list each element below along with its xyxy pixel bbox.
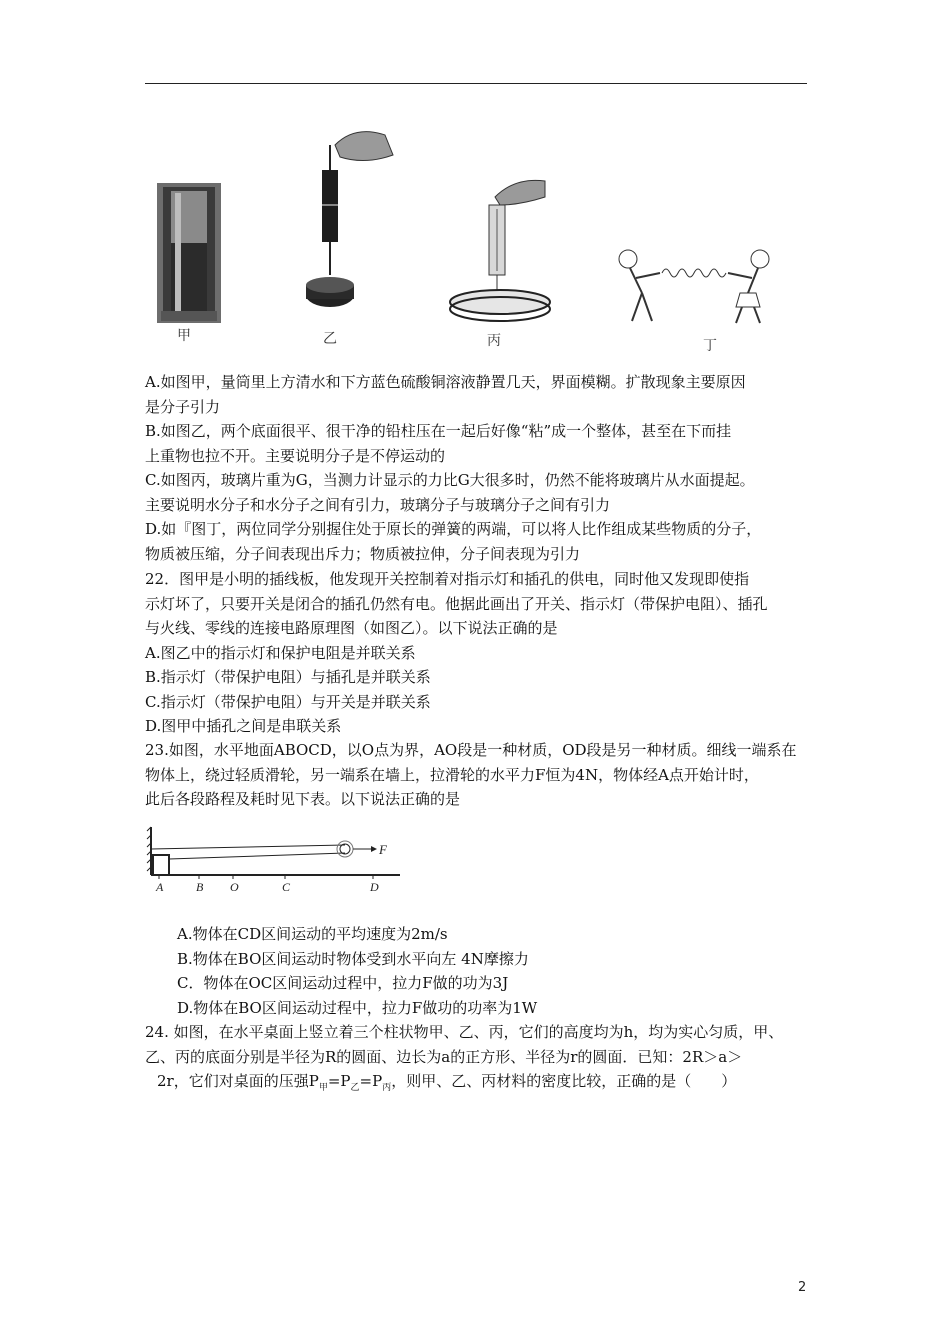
- q22-option-b: B.指示灯（带保护电阻）与插孔是并联关系: [145, 668, 431, 686]
- q23-option-b: B.物体在BO区间运动时物体受到水平向左 4N摩擦力: [177, 949, 529, 968]
- question-23-options: [145, 922, 857, 1020]
- q24-stem-line1: 24. 如图，在水平桌面上竖立着三个柱状物甲、乙、丙，它们的高度均为h，均为实心匀质，甲、: [145, 1023, 784, 1041]
- q22-option-d: D.图甲中插孔之间是串联关系: [145, 717, 342, 735]
- q21-option-c-line1: C.如图丙，玻璃片重为G，当测力计显示的力比G大很多时，仍然不能将玻璃片从水面提起。: [145, 471, 755, 489]
- figure-ding-spring-kids: [610, 243, 780, 333]
- q24-stem-line3: 2r，它们对桌面的压强$P_甲=P_乙=P_丙$，则甲、乙、丙材料的密度比较，正确的是（ ）: [157, 1072, 737, 1093]
- q22-option-c: C.指示灯（带保护电阻）与开关是并联关系: [145, 692, 431, 711]
- q21-option-d-line1: D.如『图丁，两位同学分别握住处于原长的弹簧的两端，可以将人比作组成某些物质的分子，: [145, 520, 762, 538]
- q21-option-d-line2: 物质被压缩，分子间表现出斥力；物质被拉伸，分子间表现为引力: [145, 544, 581, 563]
- q22-option-a: A.图乙中的指示灯和保护电阻是并联关系: [145, 643, 416, 662]
- q23-point-d: D: [370, 880, 379, 894]
- q22-stem-line1: 22．图甲是小明的插线板，他发现开关控制着对指示灯和插孔的供电，同时他又发现即使指: [145, 570, 750, 588]
- q23-pulley-diagram: [145, 825, 410, 895]
- figure-label-ding: 丁: [703, 338, 717, 354]
- experiment-figures: [145, 125, 805, 355]
- q21-option-a-line2: 是分子引力: [145, 397, 221, 416]
- q23-option-a: A.物体在CD区间运动的平均速度为2m/s: [177, 925, 448, 943]
- q23-stem-line1: 23.如图，水平地面ABOCD，以O点为界，AO段是一种材质，OD段是另一种材质。细线一端系在: [145, 741, 797, 759]
- figure-label-jia: 甲: [177, 328, 191, 344]
- question-24: [145, 1020, 825, 1101]
- page-number: 2: [798, 1280, 807, 1295]
- q23-stem-line2: 物体上，绕过轻质滑轮，另一端系在墙上，拉滑轮的水平力F恒为4N，物体经A点开始计时，: [145, 765, 759, 784]
- q21-option-b-line2: 上重物也拉不开。主要说明分子是不停运动的: [145, 446, 446, 465]
- q23-point-o: O: [230, 880, 239, 894]
- q23-option-c: C．物体在OC区间运动过程中，拉力F做的功为3J: [177, 974, 509, 992]
- question-23-stem: [145, 738, 825, 812]
- figure-jia-cylinder: [157, 183, 221, 323]
- figure-label-bing: 丙: [487, 333, 501, 349]
- q24-stem-line2: 乙、丙的底面分别是半径为R的圆面、边长为a的正方形、半径为r的圆面．已知：2R＞a＞: [145, 1047, 743, 1066]
- q21-options: [145, 370, 825, 566]
- q21-option-a-line1: A.如图甲，量筒里上方清水和下方蓝色硫酸铜溶液静置几天，界面模糊。扩散现象主要原因: [145, 373, 746, 391]
- figure-yi-lead-cylinders: [295, 125, 395, 325]
- question-22: [145, 567, 825, 739]
- q23-point-a: A: [156, 880, 164, 894]
- q23-stem-line3: 此后各段路程及耗时见下表。以下说法正确的是: [145, 790, 461, 808]
- q23-force-label: F: [379, 842, 387, 857]
- q23-point-c: C: [282, 880, 291, 894]
- header-rule: [145, 83, 807, 84]
- q22-stem-line2: 示灯坏了，只要开关是闭合的插孔仍然有电。他据此画出了开关、指示灯（带保护电阻）、插孔: [145, 594, 768, 613]
- q21-option-c-line2: 主要说明水分子和水分子之间有引力，玻璃分子与玻璃分子之间有引力: [145, 495, 611, 514]
- q21-option-b-line1: B.如图乙，两个底面很平、很干净的铅柱压在一起后好像“粘”成一个整体，甚至在下而挂: [145, 422, 732, 440]
- figure-label-yi: 乙: [323, 331, 337, 347]
- figure-bing-spring-scale: [445, 177, 565, 327]
- q23-option-d: D.物体在BO区间运动过程中，拉力F做功的功率为1W: [177, 998, 538, 1017]
- q23-point-b: B: [196, 880, 204, 894]
- q22-stem-line3: 与火线、零线的连接电路原理图（如图乙）。以下说法正确的是: [145, 619, 558, 637]
